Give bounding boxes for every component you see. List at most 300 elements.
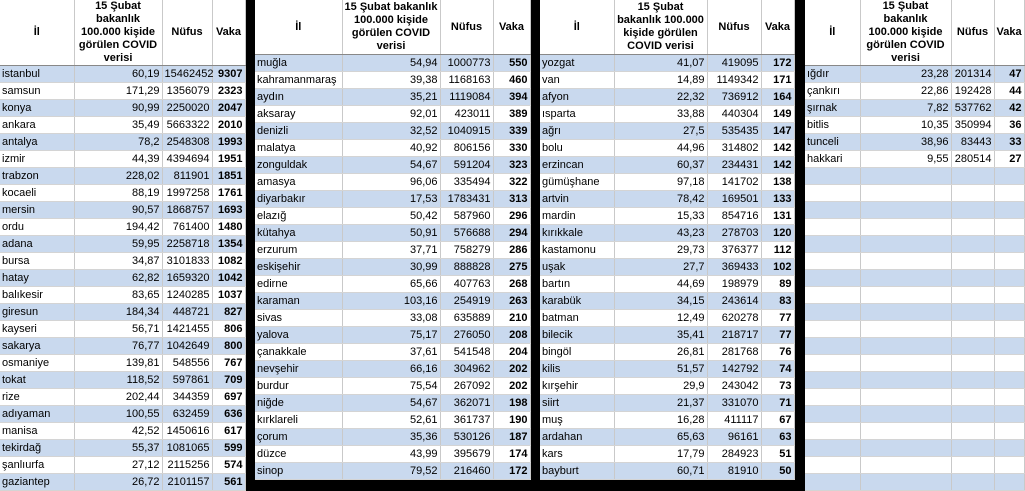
population-value: 198979 [707,276,761,293]
table-row [0,117,245,134]
table-row [255,225,530,242]
population-value: 216460 [440,463,493,480]
province-name: manisa [0,423,74,440]
population-value: 243614 [707,293,761,310]
case-count: 1042 [212,270,245,287]
province-name: bolu [540,140,614,157]
case-count: 330 [493,140,530,157]
province-name [805,406,860,423]
province-name: ordu [0,219,74,236]
province-name: sivas [255,310,342,327]
rate-value: 65,66 [342,276,440,293]
table-row [540,72,794,89]
rate-value [860,338,951,355]
table-row [540,191,794,208]
population-value: 1450616 [162,423,212,440]
population-value: 362071 [440,395,493,412]
population-value: 1168163 [440,72,493,89]
population-value: 1659320 [162,270,212,287]
case-count: 202 [493,378,530,395]
province-name: osmaniye [0,355,74,372]
table-row [255,429,530,446]
rate-value [860,304,951,321]
case-count: 574 [212,457,245,474]
rate-value: 55,37 [74,440,162,457]
province-name: erzincan [540,157,614,174]
province-name: şanlıurfa [0,457,74,474]
case-count [994,457,1024,474]
case-count: 2010 [212,117,245,134]
rate-value: 27,7 [614,259,707,276]
header-nufus: Nüfus [162,0,212,66]
case-count: 164 [761,89,794,106]
case-count: 1693 [212,202,245,219]
province-name: hatay [0,270,74,287]
covid-table [540,0,795,480]
population-value: 1119084 [440,89,493,106]
rate-value [860,457,951,474]
header-vaka: Vaka [761,0,794,55]
header-il: İl [540,0,614,55]
province-name: eskişehir [255,259,342,276]
rate-value: 39,38 [342,72,440,89]
case-count [994,355,1024,372]
population-value: 304962 [440,361,493,378]
province-name: batman [540,310,614,327]
rate-value: 65,63 [614,429,707,446]
table-row [805,168,1024,185]
header-rate: 15 Şubat bakanlık 100.000 kişide görülen COVID verisi [860,0,951,66]
rate-value: 26,72 [74,474,162,491]
province-name: antalya [0,134,74,151]
population-value [951,287,994,304]
province-name: yozgat [540,55,614,72]
province-name: siirt [540,395,614,412]
covid-table [255,0,531,480]
province-name: kütahya [255,225,342,242]
province-name [805,253,860,270]
province-name: karabük [540,293,614,310]
province-name [805,202,860,219]
population-value: 1356079 [162,83,212,100]
rate-value: 88,19 [74,185,162,202]
rate-value: 43,99 [342,446,440,463]
population-value: 267092 [440,378,493,395]
population-value: 192428 [951,83,994,100]
population-value: 591204 [440,157,493,174]
population-value: 535435 [707,123,761,140]
population-value: 234431 [707,157,761,174]
table-row [255,344,530,361]
province-name: niğde [255,395,342,412]
case-count: 142 [761,157,794,174]
table-row [540,225,794,242]
province-name: kastamonu [540,242,614,259]
population-value: 344359 [162,389,212,406]
province-name [805,168,860,185]
rate-value: 27,5 [614,123,707,140]
rate-value [860,168,951,185]
case-count [994,236,1024,253]
case-count: 44 [994,83,1024,100]
case-count: 1951 [212,151,245,168]
rate-value: 35,21 [342,89,440,106]
province-name: izmir [0,151,74,168]
table-row [0,304,245,321]
case-count: 268 [493,276,530,293]
rate-value: 60,71 [614,463,707,480]
rate-value [860,321,951,338]
table-row [805,134,1024,151]
population-value: 5663322 [162,117,212,134]
population-value: 1997258 [162,185,212,202]
population-value [951,202,994,219]
case-count: 389 [493,106,530,123]
population-value: 411117 [707,412,761,429]
population-value [951,185,994,202]
province-name: balıkesir [0,287,74,304]
rate-value: 92,01 [342,106,440,123]
population-value: 530126 [440,429,493,446]
province-name: bilecik [540,327,614,344]
table-row [0,185,245,202]
case-count: 142 [761,140,794,157]
province-name: hakkari [805,151,860,168]
population-value [951,338,994,355]
header-nufus: Nüfus [440,0,493,55]
rate-value: 29,73 [614,242,707,259]
case-count: 1480 [212,219,245,236]
table-block-4 [805,0,1024,440]
table-row [805,304,1024,321]
population-value: 548556 [162,355,212,372]
rate-value: 75,17 [342,327,440,344]
case-count: 77 [761,310,794,327]
case-count: 550 [493,55,530,72]
province-name: erzurum [255,242,342,259]
province-name [805,338,860,355]
case-count [994,321,1024,338]
header-nufus: Nüfus [707,0,761,55]
covid-table [805,0,1025,491]
case-count: 83 [761,293,794,310]
rate-value [860,389,951,406]
table-row [0,321,245,338]
population-value: 758279 [440,242,493,259]
province-name: tunceli [805,134,860,151]
table-row [255,412,530,429]
rate-value: 194,42 [74,219,162,236]
rate-value: 83,65 [74,287,162,304]
rate-value: 42,52 [74,423,162,440]
population-value: 201314 [951,66,994,83]
rate-value: 41,07 [614,55,707,72]
table-row [805,100,1024,117]
population-value: 254919 [440,293,493,310]
rate-value: 100,55 [74,406,162,423]
table-row [255,174,530,191]
covid-table [0,0,246,491]
case-count: 67 [761,412,794,429]
rate-value: 16,28 [614,412,707,429]
case-count [994,389,1024,406]
case-count: 286 [493,242,530,259]
province-name: diyarbakır [255,191,342,208]
rate-value [860,372,951,389]
rate-value: 202,44 [74,389,162,406]
population-value: 218717 [707,327,761,344]
population-value [951,406,994,423]
table-row [255,293,530,310]
table-row [0,151,245,168]
case-count: 172 [761,55,794,72]
table-row [255,446,530,463]
case-count: 47 [994,66,1024,83]
case-count: 275 [493,259,530,276]
case-count: 71 [761,395,794,412]
province-name [805,372,860,389]
rate-value: 50,91 [342,225,440,242]
case-count: 42 [994,100,1024,117]
table-row [0,474,245,491]
province-name [805,304,860,321]
population-value: 2250020 [162,100,212,117]
province-name [805,185,860,202]
case-count [994,423,1024,440]
rate-value: 78,42 [614,191,707,208]
case-count: 1037 [212,287,245,304]
rate-value: 78,2 [74,134,162,151]
table-row [805,321,1024,338]
rate-value: 35,36 [342,429,440,446]
province-name: istanbul [0,66,74,83]
table-row [255,361,530,378]
population-value: 407763 [440,276,493,293]
rate-value: 75,54 [342,378,440,395]
table-row [805,83,1024,100]
population-value: 1868757 [162,202,212,219]
province-name: sinop [255,463,342,480]
province-name: kilis [540,361,614,378]
table-row [255,395,530,412]
rate-value: 50,42 [342,208,440,225]
rate-value: 17,53 [342,191,440,208]
population-value [951,219,994,236]
province-name: uşak [540,259,614,276]
province-name: gaziantep [0,474,74,491]
population-value [951,389,994,406]
province-name: amasya [255,174,342,191]
population-value: 335494 [440,174,493,191]
case-count: 36 [994,117,1024,134]
province-name [805,457,860,474]
rate-value: 14,89 [614,72,707,89]
table-row [0,440,245,457]
case-count: 190 [493,412,530,429]
table-row [540,310,794,327]
table-row [0,202,245,219]
case-count [994,185,1024,202]
population-value: 278703 [707,225,761,242]
population-value: 423011 [440,106,493,123]
case-count [994,270,1024,287]
province-name [805,321,860,338]
rate-value: 12,49 [614,310,707,327]
case-count: 171 [761,72,794,89]
rate-value: 10,35 [860,117,951,134]
case-count: 63 [761,429,794,446]
table-row [255,157,530,174]
case-count: 138 [761,174,794,191]
header-il: İl [0,0,74,66]
case-count: 599 [212,440,245,457]
case-count: 50 [761,463,794,480]
province-name: van [540,72,614,89]
population-value [951,355,994,372]
rate-value: 44,69 [614,276,707,293]
rate-value: 38,96 [860,134,951,151]
table-row [0,100,245,117]
rate-value: 35,49 [74,117,162,134]
table-row [0,83,245,100]
table-row [255,55,530,72]
province-name: kırklareli [255,412,342,429]
province-name [805,236,860,253]
table-row [540,208,794,225]
population-value: 314802 [707,140,761,157]
table-row [0,219,245,236]
province-name: bayburt [540,463,614,480]
population-value: 395679 [440,446,493,463]
case-count: 460 [493,72,530,89]
case-count [994,219,1024,236]
province-name: ısparta [540,106,614,123]
province-name: mersin [0,202,74,219]
province-name: çankırı [805,83,860,100]
province-name [805,270,860,287]
province-name: bartın [540,276,614,293]
rate-value: 15,33 [614,208,707,225]
rate-value: 22,86 [860,83,951,100]
table-row [255,463,530,480]
case-count [994,287,1024,304]
case-count: 208 [493,327,530,344]
table-block-3 [540,0,794,477]
population-value: 141702 [707,174,761,191]
population-value: 1042649 [162,338,212,355]
population-value: 276050 [440,327,493,344]
case-count: 51 [761,446,794,463]
population-value: 2258718 [162,236,212,253]
population-value: 331070 [707,395,761,412]
header-rate: 15 Şubat bakanlık 100.000 kişide görülen COVID verisi [614,0,707,55]
province-name: edirne [255,276,342,293]
province-name: burdur [255,378,342,395]
case-count: 1082 [212,253,245,270]
population-value: 83443 [951,134,994,151]
rate-value [860,185,951,202]
population-value: 4394694 [162,151,212,168]
case-count: 172 [493,463,530,480]
province-name: kırıkkale [540,225,614,242]
case-count: 9307 [212,66,245,83]
table-row [0,253,245,270]
province-name: denizli [255,123,342,140]
population-value: 169501 [707,191,761,208]
population-value: 576688 [440,225,493,242]
rate-value: 21,37 [614,395,707,412]
province-name: mardin [540,208,614,225]
case-count: 198 [493,395,530,412]
population-value [951,253,994,270]
table-block-2 [255,0,530,477]
population-value: 537762 [951,100,994,117]
case-count: 174 [493,446,530,463]
table-row [540,378,794,395]
population-value: 761400 [162,219,212,236]
rate-value: 96,06 [342,174,440,191]
table-row [540,106,794,123]
province-name: adana [0,236,74,253]
table-row [540,174,794,191]
population-value: 1000773 [440,55,493,72]
province-name: şırnak [805,100,860,117]
table-row [805,440,1024,457]
case-count: 1354 [212,236,245,253]
table-row [805,151,1024,168]
province-name: elazığ [255,208,342,225]
population-value [951,440,994,457]
rate-value: 51,57 [614,361,707,378]
table-row [805,372,1024,389]
table-row [0,338,245,355]
rate-value: 23,28 [860,66,951,83]
case-count [994,440,1024,457]
table-row [805,474,1024,491]
province-name: çorum [255,429,342,446]
rate-value: 40,92 [342,140,440,157]
table-row [0,168,245,185]
province-name [805,287,860,304]
table-row [255,191,530,208]
population-value: 2115256 [162,457,212,474]
province-name: ankara [0,117,74,134]
rate-value [860,236,951,253]
province-name: sakarya [0,338,74,355]
population-value: 1081065 [162,440,212,457]
population-value: 1783431 [440,191,493,208]
population-value: 284923 [707,446,761,463]
province-name: bursa [0,253,74,270]
table-row [540,89,794,106]
population-value [951,168,994,185]
province-name: tokat [0,372,74,389]
rate-value: 35,41 [614,327,707,344]
rate-value: 54,67 [342,157,440,174]
population-value: 376377 [707,242,761,259]
case-count: 33 [994,134,1024,151]
header-il: İl [805,0,860,66]
population-value: 15462452 [162,66,212,83]
rate-value: 34,15 [614,293,707,310]
province-name: kars [540,446,614,463]
table-row [805,253,1024,270]
case-count: 313 [493,191,530,208]
rate-value [860,474,951,491]
table-row [0,423,245,440]
table-row [805,219,1024,236]
population-value: 597861 [162,372,212,389]
